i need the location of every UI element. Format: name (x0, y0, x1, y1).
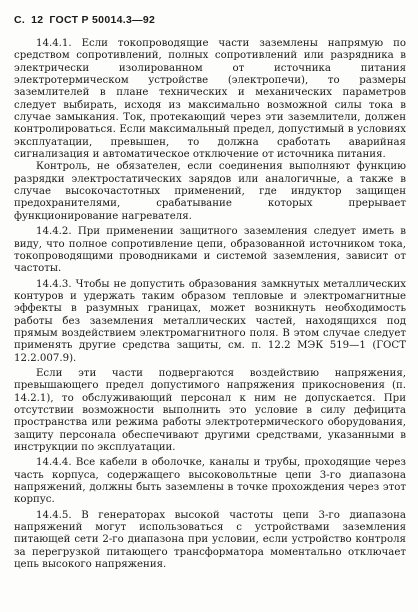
page-label: С. (14, 14, 26, 26)
standard-designation: ГОСТ Р 50014.3—92 (49, 14, 156, 26)
page-number: 12 (31, 14, 44, 26)
paragraph-14-4-2: 14.4.2. При применении защитного заземления следует иметь в виду, что полное сопротивление цепи, образованной источником тока, токопроводящими проводниками и системой заземления, зависит от частоты. (14, 226, 406, 275)
paragraph-control-note: Контроль, не обязателен, если соединения выполняют функцию разрядки электростатических зарядов или аналогичные, а также в случае высокочастотных применений, где индуктор защищен предохранителями, срабатывание которых прерывает функционирование нагревателя. (14, 161, 406, 222)
paragraph-14-4-1: 14.4.1. Если токопроводящие части заземлены напрямую по средством сопротивлений, полных сопротивлений или разрядника в электрически изолированном от источника питания электротермическом устройстве (электропечи), то размеры заземлителей в плане технических и механических параметров следует выбирать, исходя из максимально возможной силы тока в случае замыкания. Ток, протекающий через эти заземлители, должен контролироваться. Если максимальный предел, допустимый в условиях эксплуатации, превышен, то должна сработать аварийная сигнализация и автоматическое отключение от источника питания. (14, 38, 406, 161)
paragraph-14-4-5: 14.4.5. В генераторах высокой частоты цепи 3-го диапазона напряжений могут использоваться с устройствами заземления питающей сети 2-го диапазона при условии, если устройство контроля за перегрузкой питающего трансформатора моментально отключает цепь высокого напряжения. (14, 509, 406, 571)
paragraph-14-4-4: 14.4.4. Все кабели в оболочке, каналы и трубы, проходящие через часть корпуса, содержащего высоковольтные цепи 3-го диапазона напряжений, должны быть заземлены в точке прохождения через этот корпус. (14, 457, 406, 506)
page-header (14, 14, 161, 26)
document-body (14, 38, 406, 571)
paragraph-14-4-3: 14.4.3. Чтобы не допустить образования замкнутых металлических контуров и удержать таким образом тепловые и электромагнитные эффекты в разумных границах, может возникнуть необходимость работы без заземления металлических частей, находящихся под прямым воздействием электромагнитного поля. В этом случае следует применять другие средства защиты, см. п. 12.2 МЭК 519—1 (ГОСТ 12.2.007.9). (14, 278, 406, 364)
paragraph-voltage-exposure: Если эти части подвергаются воздействию напряжения, превышающего предел допустимого напряжения прикосновения (п. 14.2.1), то обслуживающий персонал к ним не допускается. При отсутствии возможности выполнить это условие в силу дефицита пространства или режима работы электротермического оборудования, защиту персонала обеспечивают другими средствами, указанными в инструкции по эксплуатации. (14, 367, 406, 453)
